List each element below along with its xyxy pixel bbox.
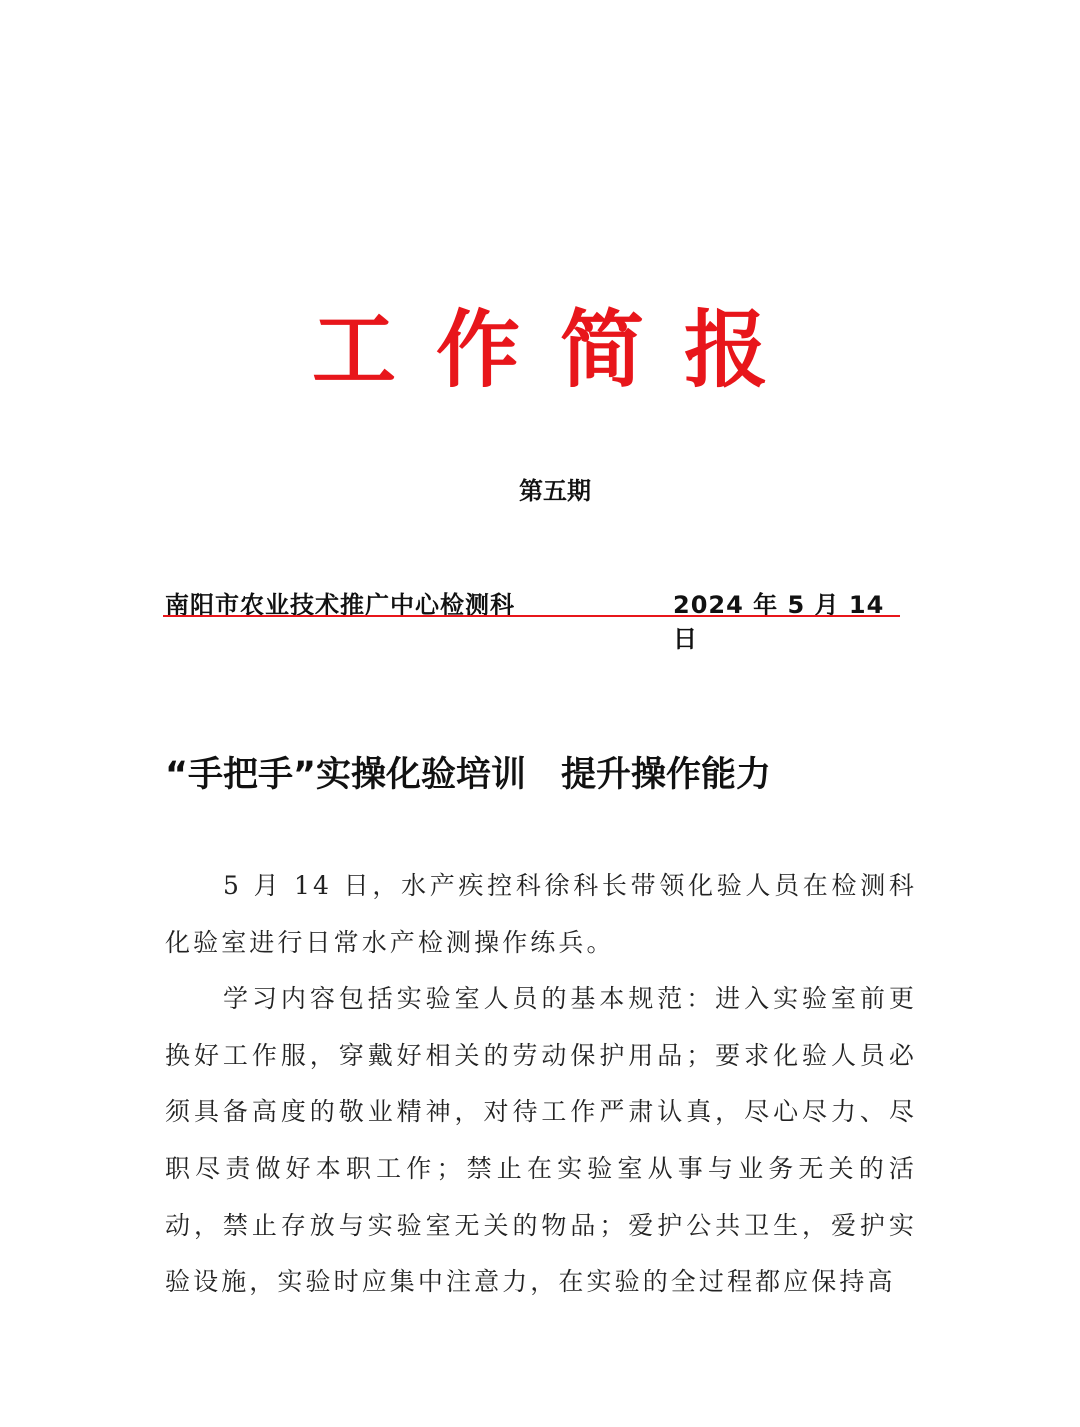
- article-body: [165, 858, 917, 1311]
- article-paragraph-2: 学习内容包括实验室人员的基本规范：进入实验室前更换好工作服，穿戴好相关的劳动保护用品；要求化验人员必须具备高度的敬业精神，对待工作严肃认真，尽心尽力、尽职尽责做好本职工作；禁止在实验室从事与业务无关的活动，禁止存放与实验室无关的物品；爱护公共卫生，爱护实验设施，实验时应集中注意力，在实验的全过程都应保持高: [165, 984, 917, 1297]
- publisher-name: 南阳市农业技术推广中心检测科: [165, 591, 515, 619]
- red-divider-rule: [163, 615, 900, 617]
- article-paragraph-1: 5 月 14 日，水产疾控科徐科长带领化验人员在检测科化验室进行日常水产检测操作练兵。: [165, 871, 917, 957]
- publish-date: 2024 年 5 月 14 日: [673, 591, 885, 653]
- article-title: “手把手”实操化验培训 提升操作能力: [165, 755, 772, 795]
- bulletin-title: 工作简报: [311, 301, 808, 399]
- issue-number: 第五期: [519, 477, 591, 505]
